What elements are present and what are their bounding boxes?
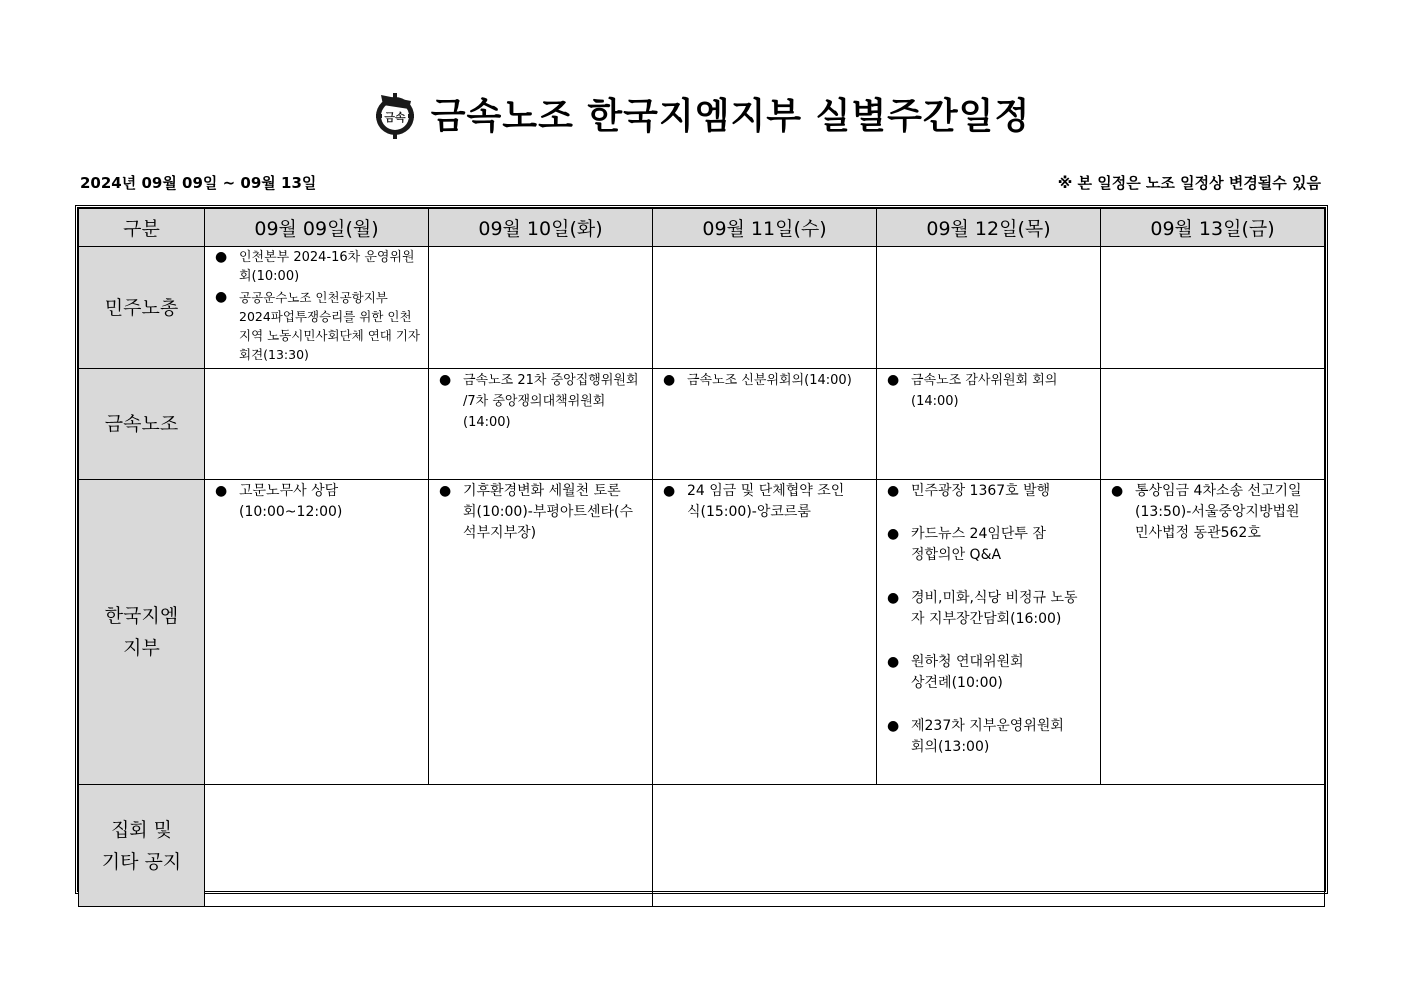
- schedule-item: ● 고문노무사 상담 (10:00~12:00): [215, 481, 359, 523]
- cell-geumsok-thu: [877, 369, 1101, 480]
- day-header-fri: 09월 13일(금): [1101, 209, 1325, 247]
- row-label-minju: 민주노총: [79, 247, 205, 369]
- row-label-gm-line2: 지부: [123, 637, 160, 659]
- row-label-gm: [79, 480, 205, 785]
- schedule-period: 2024년 09월 09일 ~ 09월 13일: [80, 174, 317, 192]
- schedule-item: ● 제237차 지부운영위원회 회의(13:00): [887, 716, 1081, 758]
- row-rally: [79, 785, 1325, 907]
- schedule-item: ● 금속노조 21차 중앙집행위원회 /7차 중앙쟁의대책위원회(14:00): [439, 370, 646, 433]
- cell-gm-wed: [653, 480, 877, 785]
- page-title: 금속노조 한국지엠지부 실별주간일정: [430, 96, 1031, 137]
- row-minju: [79, 247, 1325, 369]
- schedule-item: ● 금속노조 신분위회의(14:00): [663, 370, 870, 391]
- schedule-item: ● 금속노조 감사위원회 회의(14:00): [887, 370, 1094, 412]
- cell-minju-thu: [877, 247, 1101, 369]
- cell-geumsok-mon: [205, 369, 429, 480]
- header-row: [79, 209, 1325, 247]
- schedule-item: ● 기후환경변화 세월천 토론회(10:00)-부평아트센타(수석부지부장): [439, 481, 633, 544]
- union-logo-icon: [373, 89, 417, 139]
- row-label-rally: [79, 785, 205, 907]
- day-header-mon: 09월 09일(월): [205, 209, 429, 247]
- row-label-rally-line1: 집회 및: [110, 818, 173, 841]
- row-gm: [79, 480, 1325, 785]
- schedule-item: ● 통상임금 4차소송 선고기일(13:50)-서울중앙지방법원 민사법정 동관562호: [1111, 481, 1315, 544]
- day-header-tue: 09월 10일(화): [429, 209, 653, 247]
- schedule-item: ● 24 임금 및 단체협약 조인식(15:00)-앙코르룸: [663, 481, 857, 523]
- cell-geumsok-wed: [653, 369, 877, 480]
- cell-gm-fri: [1101, 480, 1325, 785]
- cell-minju-mon: [205, 247, 429, 369]
- row-label-rally-line2: 기타 공지: [101, 850, 182, 873]
- schedule-item: ● 민주광장 1367호 발행: [887, 481, 1081, 502]
- cell-gm-thu: [877, 480, 1101, 785]
- cell-minju-wed: [653, 247, 877, 369]
- row-label-gm-line1: 한국지엠: [104, 605, 179, 627]
- cell-minju-fri: [1101, 247, 1325, 369]
- schedule-notice: ※ 본 일정은 노조 일정상 변경될수 있음: [1057, 174, 1321, 192]
- schedule-item: ● 공공운수노조 인천공항지부 2024파업투쟁승리를 위한 인천지역 노동시민사회단체 연대 기자회견(13:30): [215, 288, 422, 364]
- schedule-item: ● 인천본부 2024-16차 운영위원회(10:00): [215, 248, 422, 286]
- cell-rally-left: [205, 785, 653, 907]
- day-header-thu: 09월 12일(목): [877, 209, 1101, 247]
- schedule-item: ● 경비,미화,식당 비정규 노동자 지부장간담회(16:00): [887, 588, 1091, 630]
- day-header-wed: 09월 11일(수): [653, 209, 877, 247]
- row-geumsok: [79, 369, 1325, 480]
- schedule-item: ● 카드뉴스 24임단투 잠정합의안 Q&A: [887, 524, 1051, 566]
- svg-text:금속: 금속: [384, 110, 406, 124]
- schedule-item: ● 원하청 연대위원회 상견례(10:00): [887, 652, 1041, 694]
- cell-gm-tue: [429, 480, 653, 785]
- row-label-geumsok: 금속노조: [79, 369, 205, 480]
- cell-gm-mon: [205, 480, 429, 785]
- schedule-table-frame: [75, 205, 1328, 894]
- category-header: 구분: [79, 209, 205, 247]
- cell-minju-tue: [429, 247, 653, 369]
- schedule-table: [78, 208, 1325, 907]
- title-area: [0, 88, 1403, 143]
- cell-geumsok-fri: [1101, 369, 1325, 480]
- cell-rally-right: [653, 785, 1325, 907]
- cell-geumsok-tue: [429, 369, 653, 480]
